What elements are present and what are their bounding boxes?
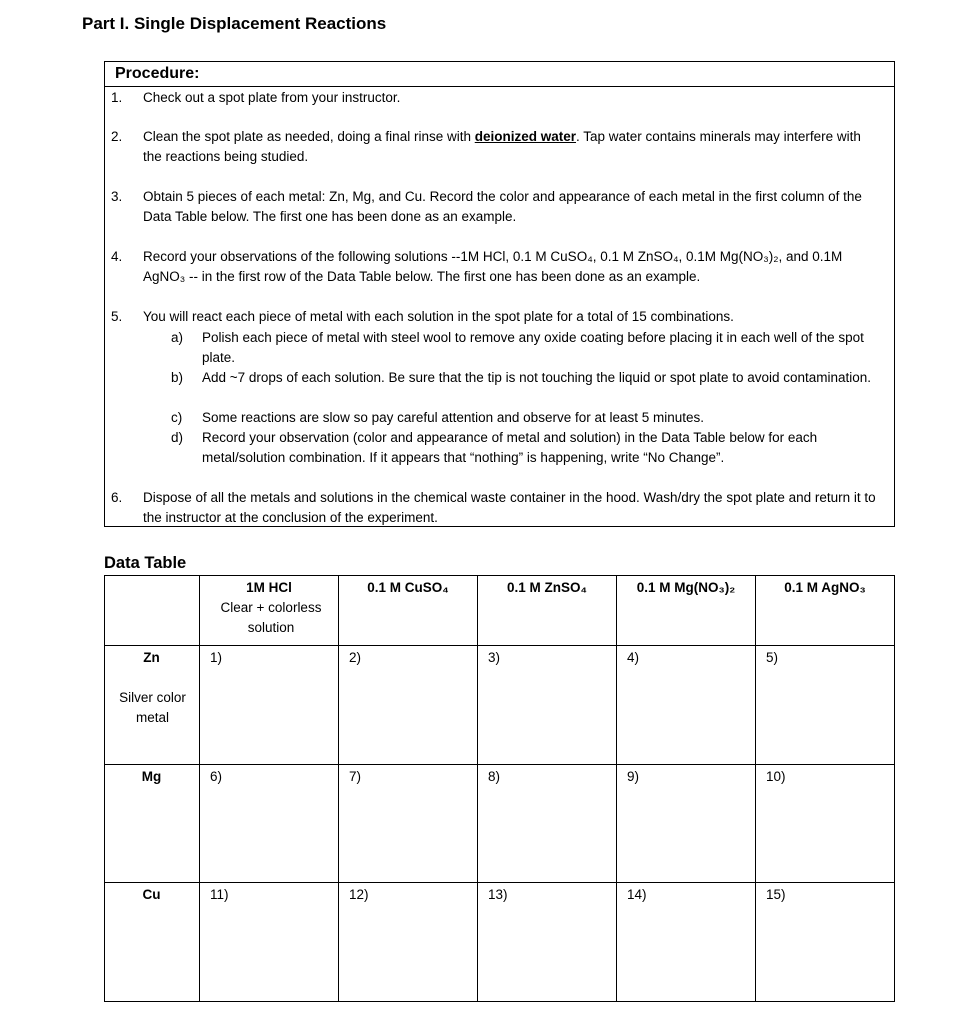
procedure-box xyxy=(104,61,895,527)
table-cell: 6) xyxy=(210,769,223,784)
substep-label: a) xyxy=(171,330,184,345)
table-border xyxy=(616,575,617,1002)
step-text: Check out a spot plate from your instructor. xyxy=(143,90,401,105)
table-cell: 9) xyxy=(627,769,640,784)
step-text: You will react each piece of metal with each solution in the spot plate for a total of 15 combinations. xyxy=(143,309,734,324)
column-header-cuso4: 0.1 M CuSO₄ xyxy=(367,580,449,595)
procedure-header xyxy=(105,62,894,87)
data-table xyxy=(104,575,895,1002)
column-header-note: Clear + colorless solution xyxy=(220,600,322,635)
row-header-note: Silver color metal xyxy=(119,690,186,725)
row-header-zn: Zn xyxy=(143,650,160,665)
table-cell: 7) xyxy=(349,769,362,784)
table-border xyxy=(104,1001,895,1002)
table-cell: 8) xyxy=(488,769,501,784)
row-header-cu: Cu xyxy=(142,887,161,902)
column-header-agno3: 0.1 M AgNO₃ xyxy=(784,580,866,595)
table-cell: 4) xyxy=(627,650,640,665)
column-header-mgno32: 0.1 M Mg(NO₃)₂ xyxy=(636,580,736,595)
table-border xyxy=(104,575,895,576)
step-number: 3. xyxy=(111,189,123,204)
step-text: Record your observations of the following solutions --1M HCl, 0.1 M CuSO₄, 0.1 M ZnSO₄, 0.1M Mg(NO₃)₂, and 0.1M AgNO₃ -- in the first row of the Data Table below. The first one has been done as an example. xyxy=(143,249,843,284)
column-header-znso4: 0.1 M ZnSO₄ xyxy=(507,580,587,595)
substep-text: Polish each piece of metal with steel wool to remove any oxide coating before placing it in each well of the spot plate. xyxy=(202,330,864,365)
table-cell: 13) xyxy=(488,887,508,902)
substep-text: Record your observation (color and appearance of metal and solution) in the Data Table below for each metal/solution combination. If it appears that “nothing” is happening, write “No Change”. xyxy=(202,430,818,465)
step-number: 4. xyxy=(111,249,123,264)
step-text-part: . Tap water contains minerals may interfere with the reactions being studied. xyxy=(143,129,861,164)
step-text: Dispose of all the metals and solutions in the chemical waste container in the hood. Wash/dry the spot plate and return it to the instructor at the conclusion of the experiment. xyxy=(143,490,876,525)
table-border xyxy=(894,575,895,1002)
table-border xyxy=(477,575,478,1002)
deionized-water-emphasis: deionized water xyxy=(474,129,577,144)
table-border xyxy=(338,575,339,1002)
procedure-heading: Procedure: xyxy=(115,65,200,82)
substep-label: d) xyxy=(171,430,184,445)
table-cell: 15) xyxy=(766,887,786,902)
table-cell: 11) xyxy=(210,887,229,902)
table-border xyxy=(199,575,200,1002)
table-border xyxy=(104,764,895,765)
table-cell: 3) xyxy=(488,650,501,665)
step-text: Obtain 5 pieces of each metal: Zn, Mg, and Cu. Record the color and appearance of each metal in the first column of the Data Table below. The first one has been done as an example. xyxy=(143,189,862,224)
substep-label: b) xyxy=(171,370,184,385)
data-table-title: Data Table xyxy=(104,554,187,572)
step-number: 1. xyxy=(111,90,123,105)
page-title: Part I. Single Displacement Reactions xyxy=(82,14,387,33)
table-cell: 12) xyxy=(349,887,369,902)
table-border xyxy=(104,645,895,646)
table-border xyxy=(104,882,895,883)
step-text-part: Clean the spot plate as needed, doing a final rinse with xyxy=(143,129,475,144)
step-number: 6. xyxy=(111,490,123,505)
table-cell: 5) xyxy=(766,650,779,665)
table-cell: 1) xyxy=(210,650,223,665)
step-number: 2. xyxy=(111,129,123,144)
step-number: 5. xyxy=(111,309,123,324)
column-header-hcl: 1M HCl xyxy=(246,580,292,595)
table-cell: 2) xyxy=(349,650,362,665)
table-cell: 10) xyxy=(766,769,786,784)
substep-text: Some reactions are slow so pay careful attention and observe for at least 5 minutes. xyxy=(202,410,705,425)
table-border xyxy=(104,575,105,1002)
step-text xyxy=(143,127,883,167)
row-header-mg: Mg xyxy=(141,769,162,784)
substep-text: Add ~7 drops of each solution. Be sure that the tip is not touching the liquid or spot plate to avoid contamination. xyxy=(202,370,872,385)
table-cell: 14) xyxy=(627,887,647,902)
substep-label: c) xyxy=(171,410,183,425)
table-border xyxy=(755,575,756,1002)
